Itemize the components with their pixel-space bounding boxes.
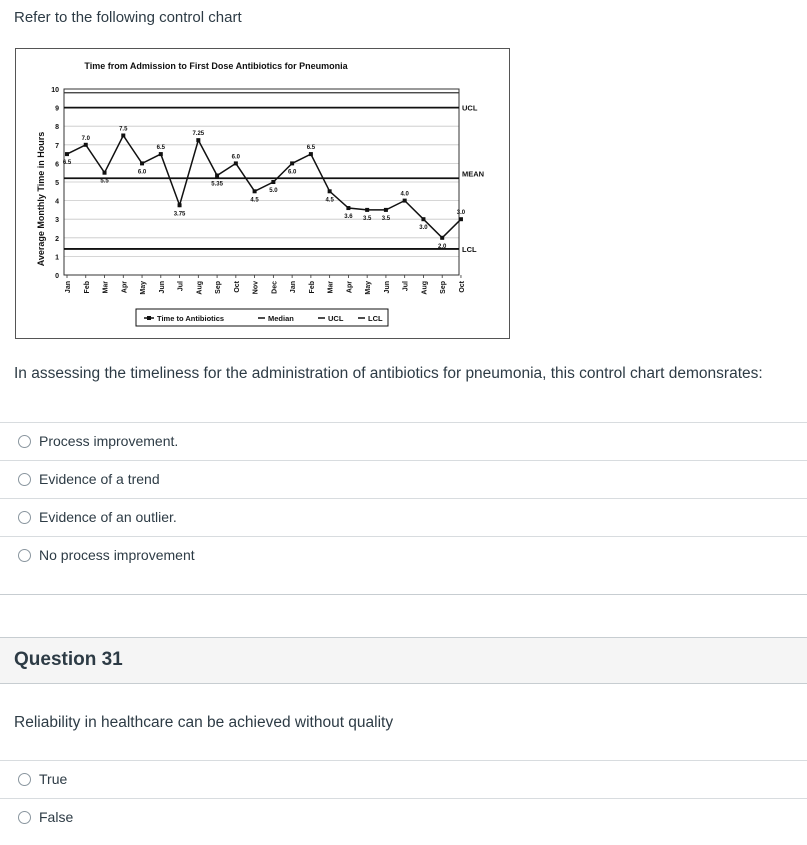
radio-button[interactable] [18, 811, 31, 824]
data-point [196, 138, 200, 142]
data-point [346, 206, 350, 210]
data-point [178, 203, 182, 207]
x-tick-label: Mar [102, 281, 110, 294]
chart-y-axis-label: Average Monthly Time in Hours [36, 131, 46, 267]
y-tick-label: 1 [55, 254, 59, 262]
data-point [253, 189, 257, 193]
answer-label: Evidence of a trend [39, 471, 160, 487]
control-chart [15, 48, 510, 339]
y-tick-label: 7 [55, 142, 59, 150]
data-label: 5.0 [269, 188, 278, 194]
data-label: 3.5 [381, 215, 391, 222]
y-tick-label: 2 [55, 235, 59, 243]
x-tick-label: Nov [252, 281, 260, 295]
chart-legend [136, 309, 388, 326]
question-header [0, 637, 807, 684]
data-point [121, 134, 125, 138]
data-label: 5.5 [100, 178, 109, 185]
y-tick-label: 3 [55, 217, 59, 225]
data-point [65, 152, 69, 156]
question-number: Question 31 [14, 649, 123, 670]
legend-entry: Time to Antibiotics [157, 314, 225, 323]
data-point [215, 173, 219, 177]
x-tick-label: Mar [327, 281, 335, 294]
ucl-label: UCL [462, 103, 478, 113]
legend-marker [147, 316, 151, 320]
radio-button[interactable] [18, 435, 31, 448]
x-tick-label: Jun [383, 281, 391, 294]
data-point [440, 236, 444, 240]
data-label: 2.0 [438, 243, 447, 250]
data-point [459, 217, 463, 221]
data-label: 6.0 [231, 154, 241, 161]
x-tick-label: Oct [458, 281, 466, 293]
x-tick-label: Dec [271, 281, 279, 294]
x-tick-label: Apr [346, 281, 354, 294]
data-label: 6.5 [306, 145, 316, 152]
x-tick-label: Jan [65, 281, 72, 294]
answer-label: True [39, 771, 68, 787]
data-point [365, 208, 369, 212]
x-tick-label: Feb [83, 281, 91, 294]
x-tick-label: Sep [215, 281, 223, 294]
answer-option[interactable] [0, 498, 807, 537]
data-label: 5.35 [211, 181, 223, 188]
x-tick-label: Aug [196, 281, 204, 295]
divider [0, 594, 807, 595]
x-tick-label: Oct [233, 281, 241, 293]
data-point [421, 217, 425, 221]
answer-option-true[interactable] [0, 760, 807, 799]
y-tick-label: 0 [55, 273, 59, 280]
answer-label: Evidence of an outlier. [39, 509, 177, 525]
lcl-label: LCL [462, 244, 477, 254]
chart-title: Time from Admission to First Dose Antibiotics for Pneumonia [84, 61, 348, 71]
legend-entry: Median [268, 314, 294, 323]
y-tick-label: 4 [55, 198, 59, 206]
data-label: 4.0 [400, 191, 409, 198]
data-point [140, 161, 144, 165]
radio-button[interactable] [18, 549, 31, 562]
answer-option[interactable] [0, 536, 807, 575]
legend-entry: UCL [328, 314, 344, 323]
data-point [159, 152, 163, 156]
answer-option[interactable] [0, 460, 807, 499]
x-tick-label: Jun [158, 281, 166, 294]
answer-label: Process improvement. [39, 433, 179, 449]
answer-label: False [39, 809, 74, 825]
data-point [309, 152, 313, 156]
data-label: 3.5 [362, 215, 372, 222]
y-tick-label: 10 [51, 87, 59, 94]
x-tick-label: Feb [308, 281, 316, 294]
y-tick-label: 6 [55, 161, 59, 169]
x-tick-label: Aug [421, 281, 429, 295]
y-tick-label: 5 [55, 180, 59, 187]
x-tick-label: May [365, 281, 373, 295]
y-tick-label: 9 [55, 105, 59, 113]
data-label: 3.6 [344, 214, 353, 221]
chart-svg [16, 49, 509, 338]
answer-option[interactable] [0, 422, 807, 461]
data-label: 4.5 [325, 197, 334, 204]
series-line [67, 136, 461, 238]
answer-option-false[interactable] [0, 798, 807, 837]
data-label: 6.0 [287, 169, 297, 176]
intro-text: Refer to the following control chart [14, 9, 242, 26]
data-label: 7.25 [192, 131, 205, 138]
data-label: 7.5 [119, 126, 128, 133]
data-point [103, 171, 107, 175]
x-tick-label: Jan [290, 281, 298, 294]
x-tick-label: Apr [121, 281, 129, 294]
data-label: 6.0 [137, 169, 147, 176]
data-label: 4.5 [250, 197, 259, 204]
data-point [234, 161, 238, 165]
data-label: 3.75 [173, 211, 186, 218]
x-tick-label: Jul [177, 281, 185, 292]
data-point [328, 189, 332, 193]
x-tick-label: Jul [402, 281, 410, 292]
data-label: 3.0 [419, 225, 428, 232]
x-tick-label: May [140, 281, 148, 295]
x-tick-label: Sep [440, 281, 448, 294]
question-text: In assessing the timeliness for the administration of antibiotics for pneumonia, this control chart demonsrates: [14, 365, 763, 382]
data-point [271, 180, 275, 184]
data-label: 6.5 [156, 145, 165, 152]
data-point [84, 143, 88, 147]
radio-button[interactable] [18, 773, 31, 786]
y-tick-label: 8 [55, 124, 59, 132]
data-point [384, 208, 388, 212]
data-label: 3.0 [456, 210, 466, 217]
question-31-text: Reliability in healthcare can be achieved without quality [14, 714, 394, 731]
data-point [290, 161, 294, 165]
radio-button[interactable] [18, 473, 31, 486]
data-point [403, 199, 407, 203]
answer-label: No process improvement [39, 547, 195, 563]
radio-button[interactable] [18, 511, 31, 524]
data-label: 7.0 [81, 135, 90, 142]
data-label: 6.5 [62, 160, 72, 167]
legend-entry: LCL [368, 314, 383, 323]
mean-label: MEAN [462, 169, 485, 179]
